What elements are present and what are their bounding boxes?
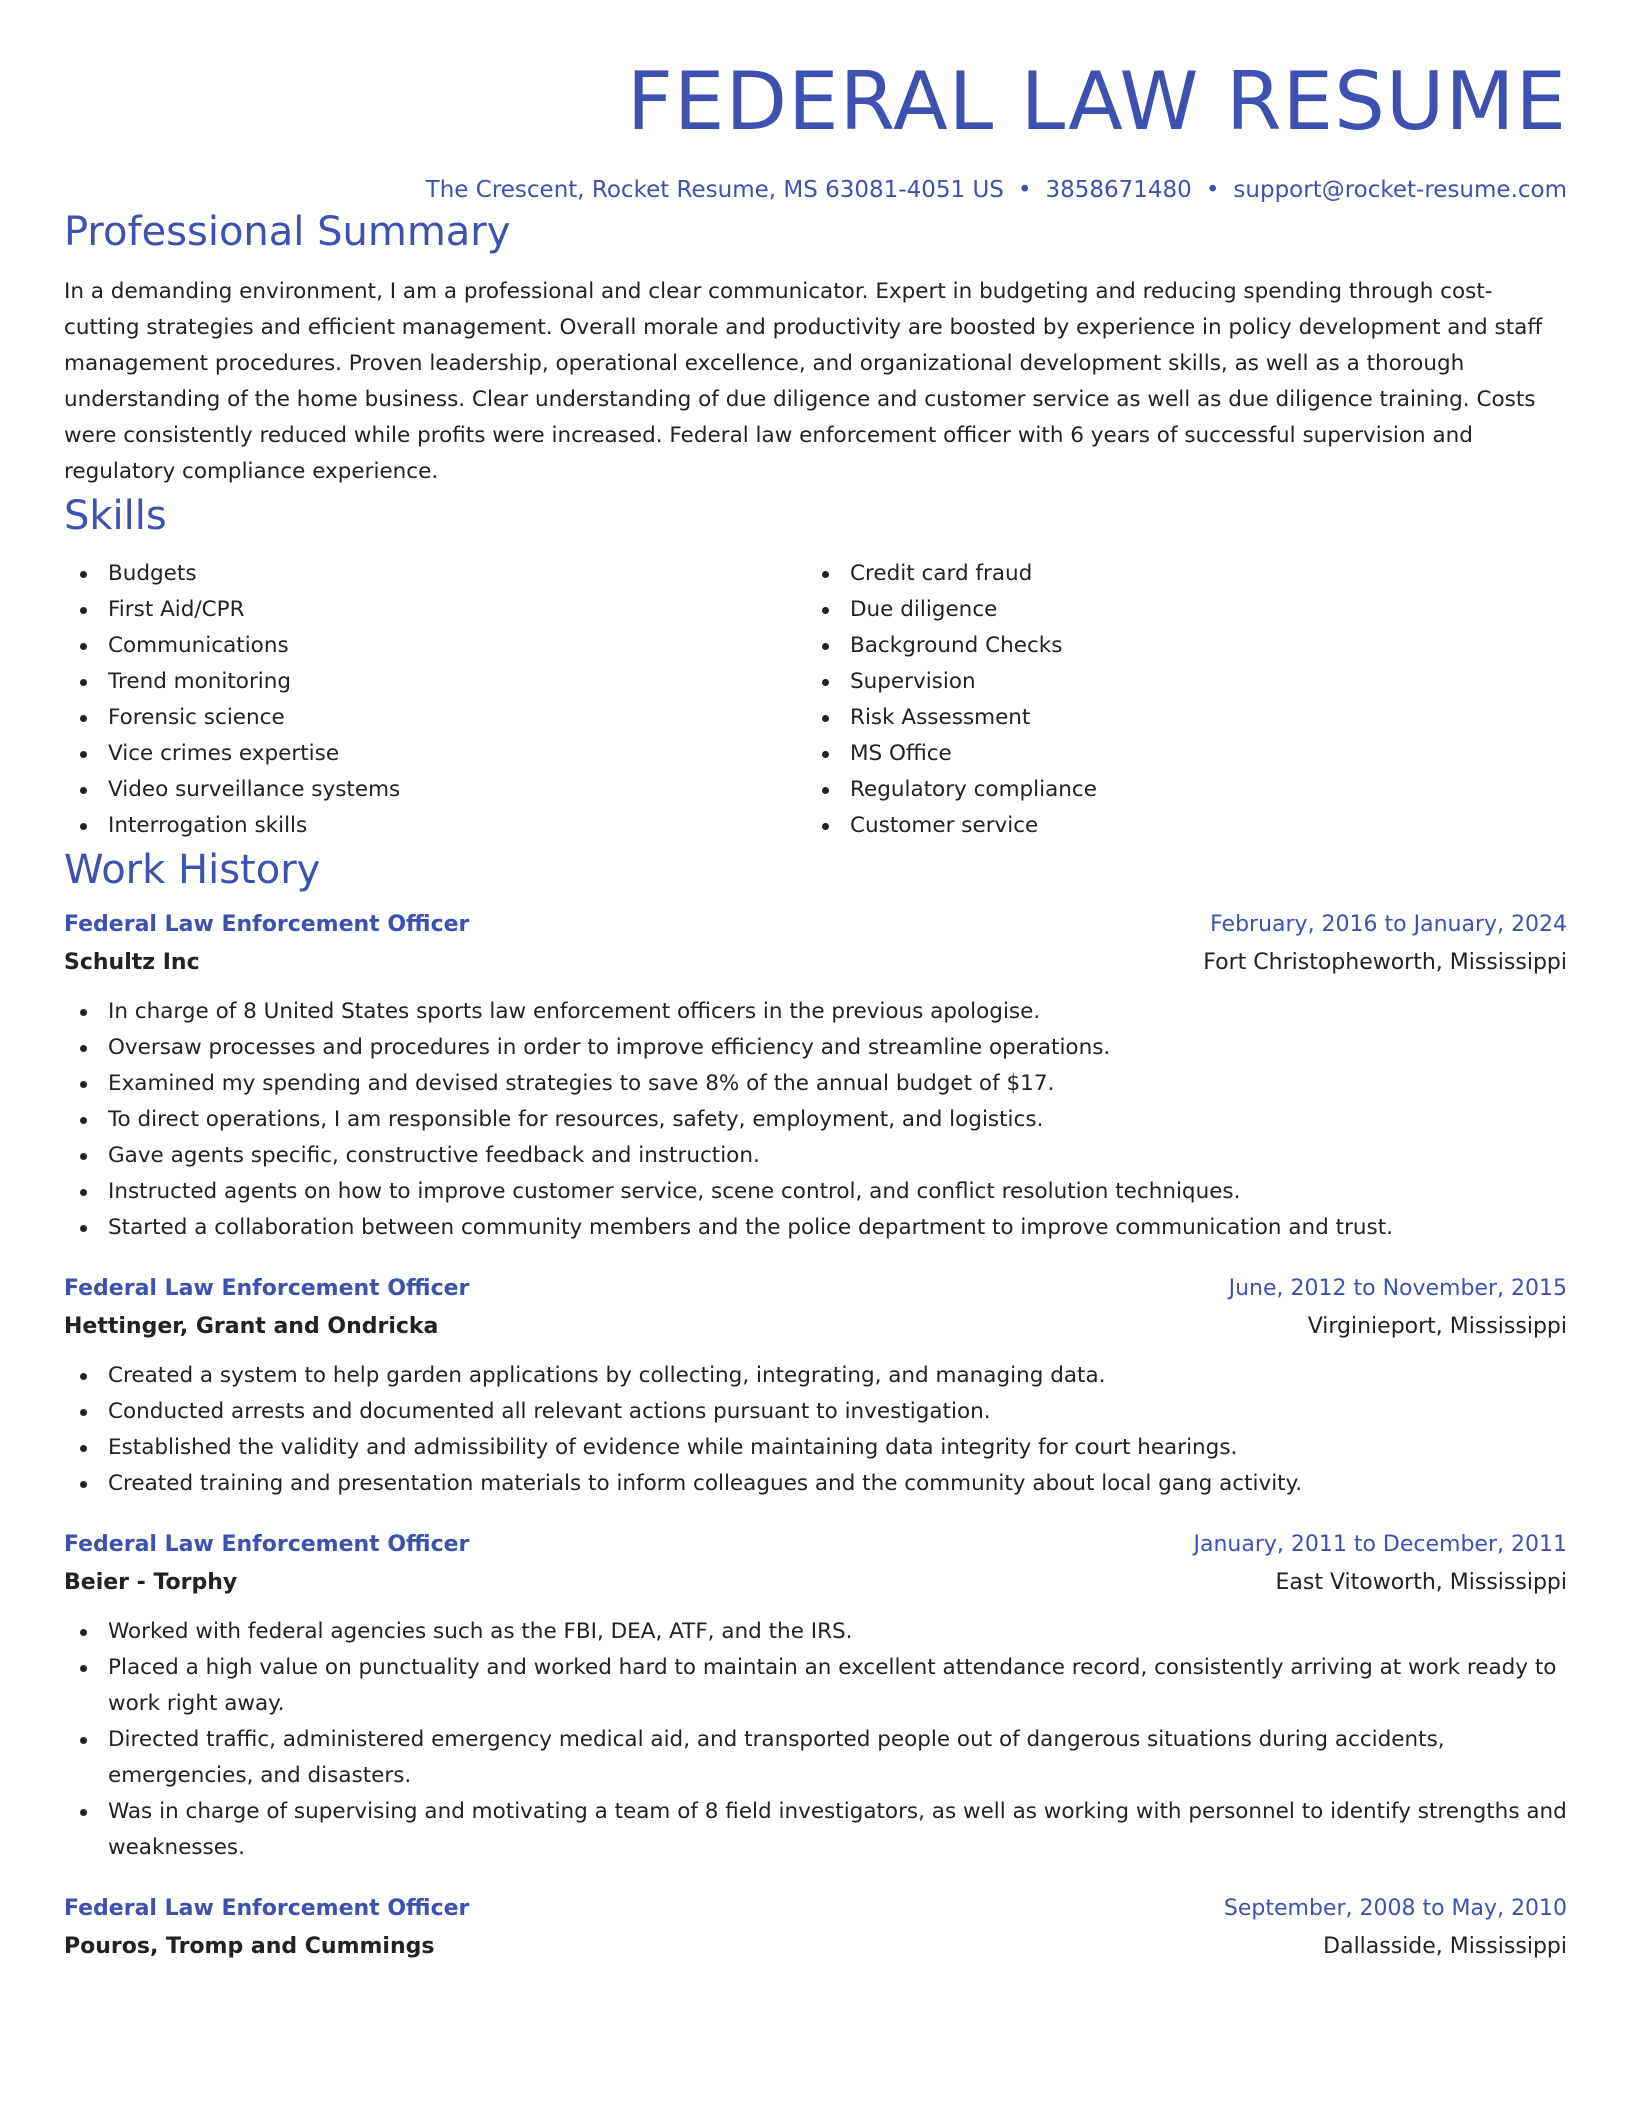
job-location: Dallasside, Mississippi [1323,1934,1567,1959]
job-entry [64,1270,1567,1502]
job-location: Fort Christopheworth, Mississippi [1203,950,1567,975]
job-dates: February, 2016 to January, 2024 [1210,912,1567,937]
skill-item: Risk Assessment [806,700,1548,736]
separator-dot: • [1017,177,1032,203]
job-header-row [64,1526,1567,1564]
skill-item: MS Office [806,736,1548,772]
job-title: Federal Law Enforcement Officer [64,1532,470,1557]
job-header-row [64,906,1567,944]
phone-text: 3858671480 [1045,177,1192,203]
job-bullets [64,994,1567,1246]
job-entry [64,1890,1567,1966]
skill-item: Credit card fraud [806,556,1548,592]
job-entry [64,906,1567,1246]
work-history-heading: Work History [64,847,321,893]
job-company-row [64,1564,1567,1602]
skills-column-right [806,556,1548,844]
job-company-row [64,944,1567,982]
job-bullets [64,1614,1567,1866]
job-bullet: Created a system to help garden applications by collecting, integrating, and managing data. [64,1358,1567,1394]
job-bullet: Placed a high value on punctuality and worked hard to maintain an excellent attendance record, consistently arriving at work ready to work right away. [64,1650,1567,1722]
job-title: Federal Law Enforcement Officer [64,1896,470,1921]
job-dates: September, 2008 to May, 2010 [1223,1896,1567,1921]
job-header-row [64,1890,1567,1928]
job-bullet: Gave agents specific, constructive feedback and instruction. [64,1138,1567,1174]
skill-item: Forensic science [64,700,806,736]
skill-item: Interrogation skills [64,808,806,844]
job-company: Beier - Torphy [64,1570,238,1595]
job-entry [64,1526,1567,1866]
job-bullet: Worked with federal agencies such as the FBI, DEA, ATF, and the IRS. [64,1614,1567,1650]
job-bullet: Was in charge of supervising and motivating a team of 8 field investigators, as well as working with personnel to identify strengths and weaknesses. [64,1794,1567,1866]
contact-line [64,174,1567,206]
job-title: Federal Law Enforcement Officer [64,912,470,937]
job-company: Schultz Inc [64,950,200,975]
resume-title: FEDERAL LAW RESUME [626,55,1567,148]
skill-item: Due diligence [806,592,1548,628]
skill-item: Trend monitoring [64,664,806,700]
skill-item: Customer service [806,808,1548,844]
address-text: The Crescent, Rocket Resume, MS 63081-4051 US [425,177,1004,203]
job-dates: June, 2012 to November, 2015 [1228,1276,1567,1301]
job-bullet: In charge of 8 United States sports law enforcement officers in the previous apologise. [64,994,1567,1030]
skills-heading: Skills [64,493,167,539]
job-bullet: Directed traffic, administered emergency medical aid, and transported people out of dangerous situations during accidents, emergencies, and disasters. [64,1722,1567,1794]
email-text: support@rocket-resume.com [1233,177,1567,203]
job-company: Pouros, Tromp and Cummings [64,1934,435,1959]
skills-column-left [64,556,806,844]
job-bullet: Created training and presentation materials to inform colleagues and the community about local gang activity. [64,1466,1567,1502]
job-location: Virginieport, Mississippi [1307,1314,1567,1339]
job-bullet: Instructed agents on how to improve customer service, scene control, and conflict resolution techniques. [64,1174,1567,1210]
skills-list [64,556,1567,844]
separator-dot: • [1205,177,1220,203]
job-bullet: Examined my spending and devised strategies to save 8% of the annual budget of $17. [64,1066,1567,1102]
skill-item: Communications [64,628,806,664]
skill-item: Vice crimes expertise [64,736,806,772]
job-location: East Vitoworth, Mississippi [1275,1570,1567,1595]
job-bullet: Conducted arrests and documented all relevant actions pursuant to investigation. [64,1394,1567,1430]
job-dates: January, 2011 to December, 2011 [1193,1532,1567,1557]
skill-item: Budgets [64,556,806,592]
skill-item: Background Checks [806,628,1548,664]
skill-item: Regulatory compliance [806,772,1548,808]
job-header-row [64,1270,1567,1308]
skill-item: Video surveillance systems [64,772,806,808]
job-title: Federal Law Enforcement Officer [64,1276,470,1301]
summary-text: In a demanding environment, I am a professional and clear communicator. Expert in budgeting and reducing spending through cost-cutting strategies and efficient management. Overall morale and productivity are boosted by experience in policy development and staff management procedures. Proven leadership, operational excellence, and organizational development skills, as well as a thorough understanding of the home business. Clear understanding of due diligence and customer service as well as due diligence training. Costs were consistently reduced while profits were increased. Federal law enforcement officer with 6 years of successful supervision and regulatory compliance experience. [64,279,1543,484]
job-company-row [64,1308,1567,1346]
job-bullet: Oversaw processes and procedures in order to improve efficiency and streamline operations. [64,1030,1567,1066]
job-company: Hettinger, Grant and Ondricka [64,1314,439,1339]
job-bullet: To direct operations, I am responsible for resources, safety, employment, and logistics. [64,1102,1567,1138]
job-bullets [64,1358,1567,1502]
resume-page [64,0,1567,1966]
work-history-list [64,906,1567,1966]
skill-item: First Aid/CPR [64,592,806,628]
job-company-row [64,1928,1567,1966]
summary-heading: Professional Summary [64,209,511,255]
job-bullet: Started a collaboration between community members and the police department to improve communication and trust. [64,1210,1567,1246]
skill-item: Supervision [806,664,1548,700]
job-bullet: Established the validity and admissibility of evidence while maintaining data integrity for court hearings. [64,1430,1567,1466]
